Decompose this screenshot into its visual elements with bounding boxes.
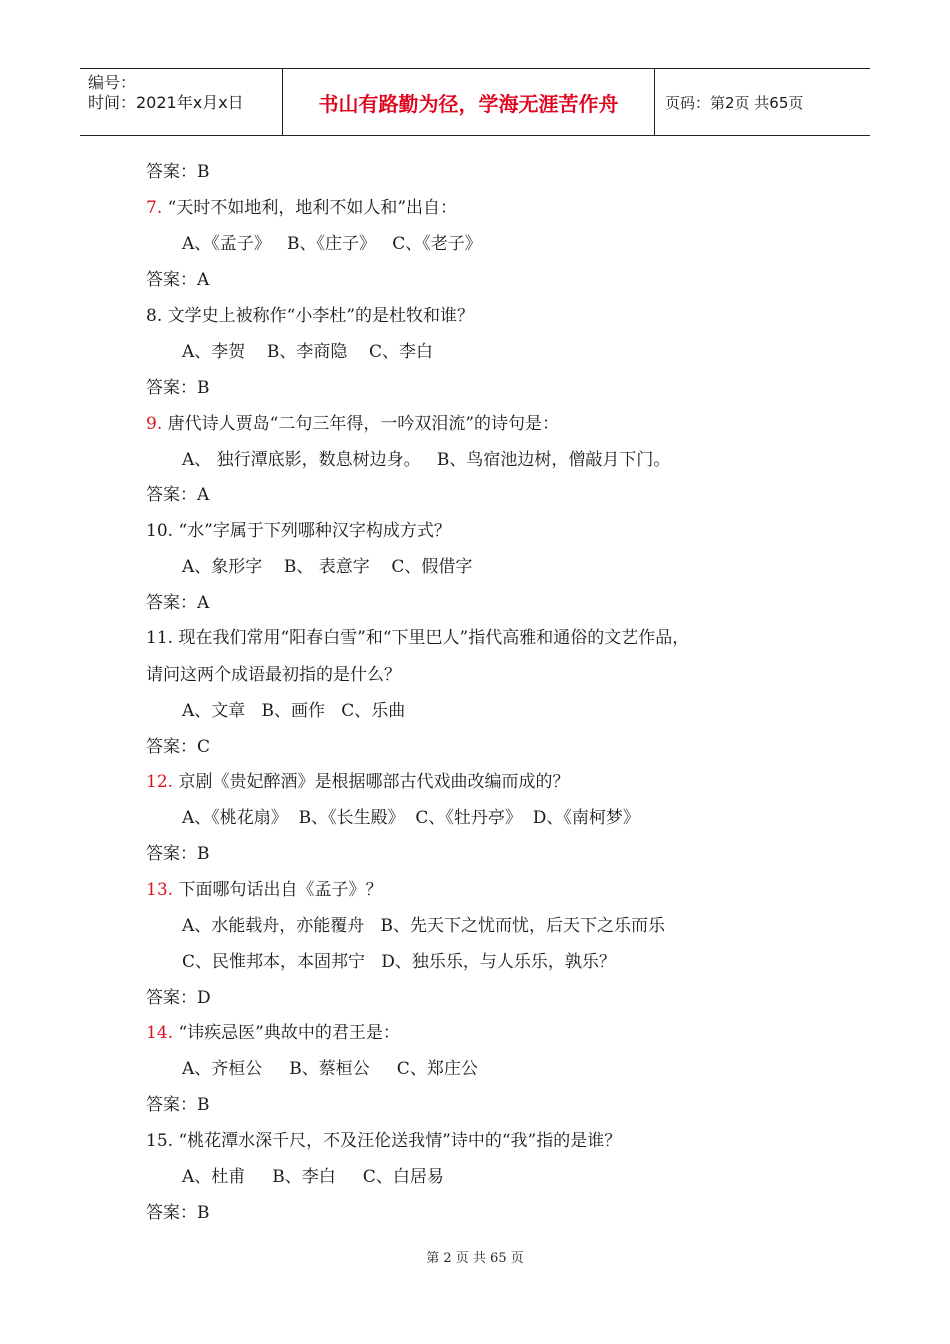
options-13-a: A、水能载舟，亦能覆舟 B、先天下之忧而忧，后天下之乐而乐 [182, 916, 665, 936]
page-footer: 第 2 页 共 65 页 [426, 1251, 524, 1266]
question-14: 14. “讳疾忌医”典故中的君王是： [146, 1023, 400, 1043]
answer-line: 答案：B [146, 1095, 210, 1115]
question-9: 9. 唐代诗人贾岛“二句三年得，一吟双泪流”的诗句是： [146, 414, 560, 434]
question-number: 10. [146, 521, 174, 541]
answer-line: 答案：A [146, 270, 210, 290]
options-7: A、《孟子》 B、《庄子》 C、《老子》 [182, 234, 482, 254]
options-12: A、《桃花扇》 B、《长生殿》 C、《牡丹亭》 D、《南柯梦》 [182, 808, 640, 828]
options-11: A、文章 B、画作 C、乐曲 [182, 701, 406, 721]
question-12: 12. 京剧《贵妃醉酒》是根据哪部古代戏曲改编而成的？ [146, 772, 570, 792]
page-header [80, 68, 870, 136]
options-9: A、 独行潭底影，数息树边身。 B、鸟宿池边树，僧敲月下门。 [182, 450, 671, 470]
answer-line: 答案：A [146, 593, 210, 613]
question-number: 9. [146, 414, 163, 434]
question-13: 13. 下面哪句话出自《孟子》？ [146, 880, 383, 900]
question-number: 14. [146, 1023, 174, 1043]
answer-line: 答案：B [146, 844, 210, 864]
answer-line: 答案：A [146, 485, 210, 505]
answer-line: 答案：D [146, 988, 211, 1008]
options-14: A、齐桓公 B、蔡桓公 C、郑庄公 [182, 1059, 478, 1079]
options-8: A、李贺 B、李商隐 C、李白 [182, 342, 434, 362]
answer-line: 答案：B [146, 378, 210, 398]
question-number: 13. [146, 880, 174, 900]
options-10: A、象形字 B、 表意字 C、假借字 [182, 557, 473, 577]
question-8: 8. 文学史上被称作“小李杜”的是杜牧和谁？ [146, 306, 475, 326]
question-number: 8. [146, 306, 163, 326]
question-number: 7. [146, 198, 163, 218]
question-number: 15. [146, 1131, 174, 1151]
answer-line: 答案：B [146, 1203, 210, 1223]
answer-line: 答案：B [146, 162, 210, 182]
question-number: 12. [146, 772, 174, 792]
question-15: 15. “桃花潭水深千尺，不及汪伦送我情”诗中的“我”指的是谁？ [146, 1131, 622, 1151]
time-label: 时间：2021年x月x日 [88, 93, 244, 112]
serial-label: 编号： [88, 73, 137, 92]
question-7: 7. “天时不如地利，地利不如人和”出自： [146, 198, 458, 218]
page-info: 页码：第2页 共65页 [665, 93, 804, 112]
answer-line: 答案：C [146, 737, 211, 757]
motto: 书山有路勤为径，学海无涯苦作舟 [283, 69, 655, 135]
header-meta [80, 69, 283, 135]
question-number: 11. [146, 628, 174, 648]
question-10: 10. “水”字属于下列哪种汉字构成方式？ [146, 521, 451, 541]
question-11-cont: 请问这两个成语最初指的是什么？ [146, 665, 401, 685]
options-13-b: C、民惟邦本，本固邦宁 D、独乐乐，与人乐乐，孰乐？ [182, 952, 616, 972]
options-15: A、杜甫 B、李白 C、白居易 [182, 1167, 444, 1187]
question-11: 11. 现在我们常用“阳春白雪”和“下里巴人”指代高雅和通俗的文艺作品， [146, 628, 690, 648]
